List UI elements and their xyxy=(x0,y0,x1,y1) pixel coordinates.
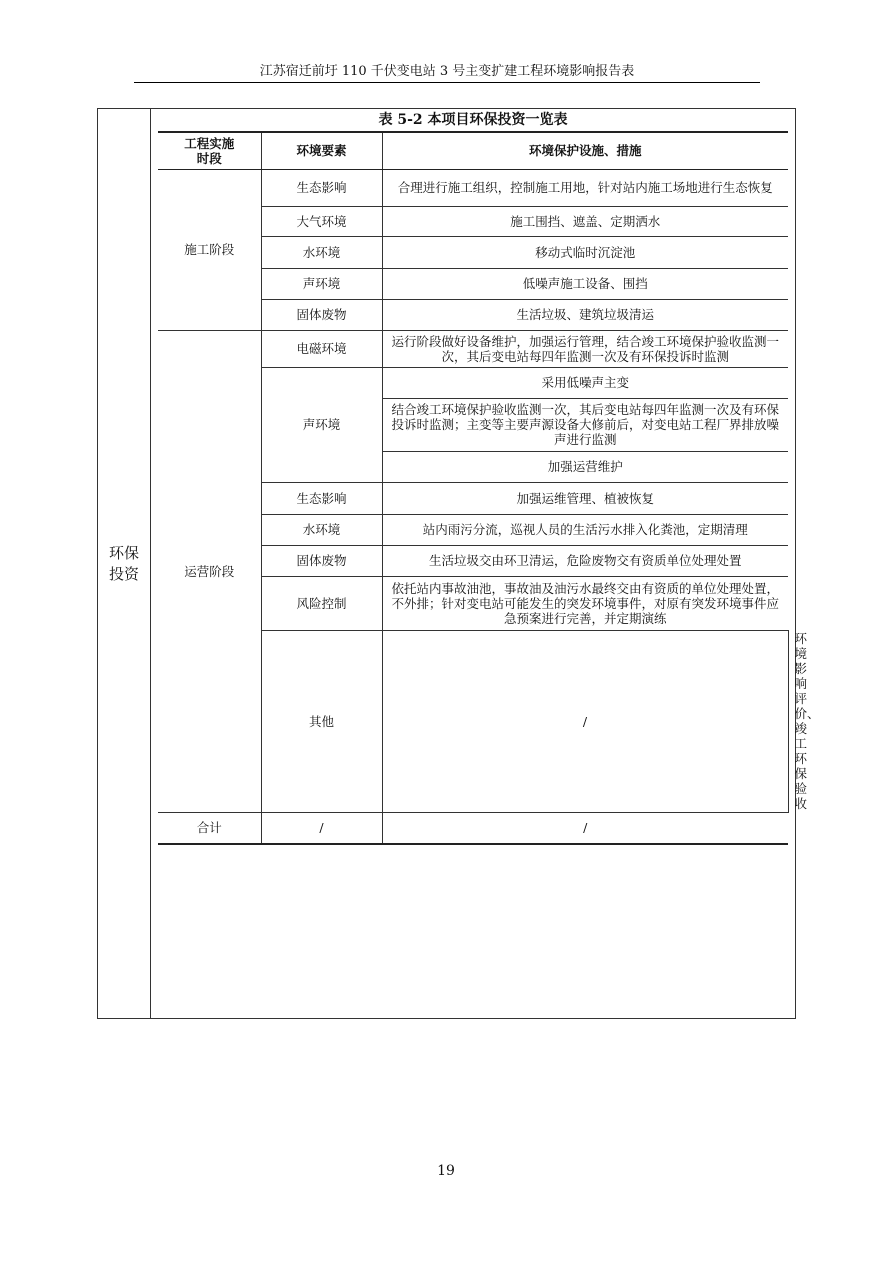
factor-cell: / xyxy=(382,630,788,813)
side-label-text: 环保投资 xyxy=(108,543,139,583)
factor-cell: 水环境 xyxy=(261,236,382,268)
factor-cell: 电磁环境 xyxy=(261,330,382,367)
factor-cell: 水环境 xyxy=(261,514,382,545)
header-rule xyxy=(134,82,760,83)
factor-cell: 生态影响 xyxy=(261,169,382,206)
factor-cell: 声环境 xyxy=(261,367,382,482)
measure-cell: 依托站内事故油池，事故油及油污水最终交由有资质的单位处理处置，不外排；针对变电站可能发生的突发环境事件，对原有突发环境事件应急预案进行完善，并定期演练 xyxy=(382,576,788,630)
side-label xyxy=(98,109,150,1018)
measure-cell: 结合竣工环境保护验收监测一次，其后变电站每四年监测一次及有环保投诉时监测；主变等主要声源设备大修前后，对变电站工程厂界排放噪声进行监测 xyxy=(382,398,788,451)
factor-cell: 声环境 xyxy=(261,268,382,299)
header-measure: 环境保护设施、措施 xyxy=(382,132,788,169)
measure-cell: 移动式临时沉淀池 xyxy=(382,236,788,268)
factor-cell: 固体废物 xyxy=(261,299,382,330)
measure-cell: 生活垃圾、建筑垃圾清运 xyxy=(382,299,788,330)
table-caption: 表 5-2 本项目环保投资一览表 xyxy=(378,112,568,128)
measure-cell: / xyxy=(382,813,788,844)
frame-divider xyxy=(150,109,151,1018)
page-header: 江苏宿迁前圩 110 千伏变电站 3 号主变扩建工程环境影响报告表 xyxy=(259,64,635,79)
measure-cell: 加强运维管理、植被恢复 xyxy=(382,482,788,514)
factor-cell: / xyxy=(261,813,382,844)
factor-cell: 固体废物 xyxy=(261,545,382,576)
measure-cell: 低噪声施工设备、围挡 xyxy=(382,268,788,299)
measure-cell: 施工围挡、遮盖、定期洒水 xyxy=(382,206,788,236)
stage-operation: 运营阶段 xyxy=(158,330,261,813)
measure-cell: 站内雨污分流，巡视人员的生活污水排入化粪池，定期清理 xyxy=(382,514,788,545)
table-row: 其他 / 环境影响评价、竣工环保验收 xyxy=(158,630,788,813)
page-number: 19 xyxy=(437,1163,455,1179)
measure-cell: 生活垃圾交由环卫清运，危险废物交有资质单位处理处置 xyxy=(382,545,788,576)
table-row xyxy=(158,330,788,367)
stage-other: 其他 xyxy=(261,630,382,813)
measure-cell: 合理进行施工组织，控制施工用地，针对站内施工场地进行生态恢复 xyxy=(382,169,788,206)
table-row xyxy=(158,169,788,206)
factor-cell: 大气环境 xyxy=(261,206,382,236)
outer-frame xyxy=(97,108,820,1019)
table-header-row xyxy=(158,132,788,169)
header-stage: 工程实施时段 xyxy=(158,132,261,169)
header-factor: 环境要素 xyxy=(261,132,382,169)
measure-cell: 加强运营维护 xyxy=(382,451,788,482)
stage-construction: 施工阶段 xyxy=(158,169,261,330)
stage-total: 合计 xyxy=(158,813,261,844)
measure-cell: 采用低噪声主变 xyxy=(382,367,788,398)
measure-cell: 运行阶段做好设备维护，加强运行管理，结合竣工环境保护验收监测一次，其后变电站每四年监测一次及有环保投诉时监测 xyxy=(382,330,788,367)
factor-cell: 风险控制 xyxy=(261,576,382,630)
table-row xyxy=(158,813,788,844)
investment-table xyxy=(158,131,820,845)
factor-cell: 生态影响 xyxy=(261,482,382,514)
